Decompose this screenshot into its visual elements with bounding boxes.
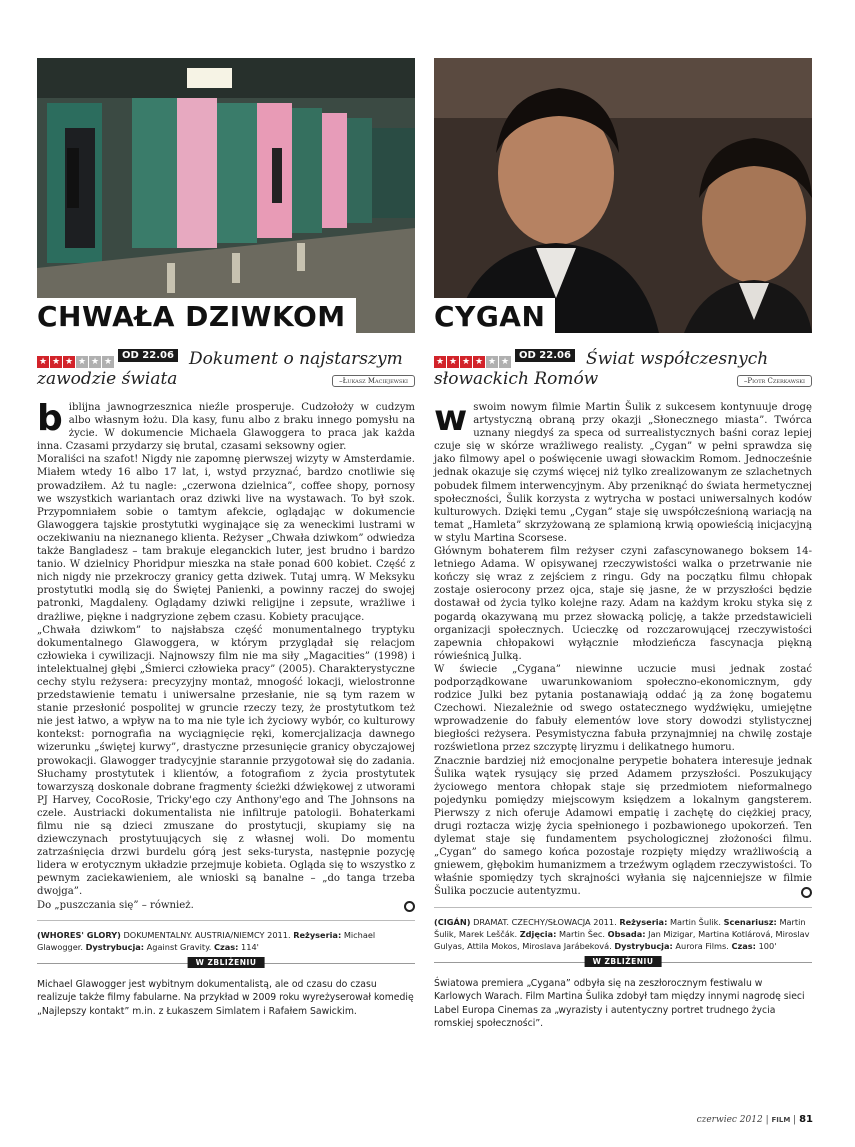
director-label: Reżyseria:: [293, 929, 342, 940]
star-rating: [434, 349, 512, 368]
review-title: CHWAŁA DZIWKOM: [37, 298, 356, 333]
end-mark-icon: [404, 901, 415, 912]
original-title: (WHORES' GLORY): [37, 929, 121, 940]
review-body: [37, 398, 415, 912]
director: Martin Šulik.: [669, 916, 721, 927]
star-icon: ★: [448, 357, 458, 367]
review-author: –Piotr Czerkawski: [737, 375, 812, 387]
paragraph: W świecie „Cygana” niewinne uczucie musi jednak zostać podporządkowane uwarunkowaniom społeczno-ekonomicznym, gdy rodzice Julki bez pytania postanawiają oddać ją za żonę bogatemu Czechowi. Niezależnie od swego ostatecznego wydźwięku, umiejętne wprowadzenie do fabuły elementów love story dowodzi stylistycznej biegłości reżysera. Pesymistyczna fabuła przynajmniej na chwilę zostaje rozświetlona przez szczyptę liryzmu i delikatnego humoru.: [434, 663, 812, 754]
paragraph: swoim nowym filmie Martin Šulik z sukcesem kontynuuje drogę artystyczną obraną przy okazji „Słonecznego miasta”. Twórca uznany niegdyś za speca od surrealistycznych baśni coraz lepiej czuje się w skórze wrażliwego realisty. „Cygan” w pełni sprawdza się jako filmowy apel o poświęcenie uwagi słowackim Romom. Jednocześnie jednak okazuje się czymś więcej niż tylko zrealizowanym ze szlachetnych pobudek filmem interwencyjnym. Aby przeniknąć do świata hermetycznej społeczności, Šulik korzysta z wytrycha w postaci uniwersalnych kodów kulturowych. Dzięki temu „Cygan” staje się uwspółcześnioną wariacją na temat „Hamleta” skrzyżowaną ze splamioną krwią opowieścią inicjacyjną w stylu Martina Scorsese.: [434, 402, 812, 544]
distribution: Aurora Films.: [675, 940, 729, 951]
rating-line: [434, 349, 812, 395]
page-number: 81: [799, 1114, 813, 1125]
genre: DRAMAT. CZECHY/SŁOWACJA 2011.: [473, 916, 617, 927]
runtime: 114': [241, 941, 259, 952]
cast: Jan Mizigar, Martina Kotlárová, Miroslav Gulyas, Attila Mokos, Miroslava Jarábeková.: [434, 928, 810, 951]
director-label: Reżyseria:: [619, 916, 668, 927]
close-up-label: W ZBLIŻENIU: [585, 956, 662, 967]
star-icon: ★: [51, 357, 61, 367]
review-subtitle: Dokument o najstarszym zawodzie świata: [37, 349, 403, 389]
star-icon: ★: [461, 357, 471, 367]
paragraph: „Chwała dziwkom” to najsłabsza część monumentalnego tryptyku dokumentalnego Glawoggera, w którym przyglądał się relacjom człowieka i cywilizacji. Najnowszy film nie ma siły „Magacities” (1998) i intelektualnej głębi „Śmierci człowieka pracy” (2005). Charakterystyczne cechy stylu reżysera: precyzyjny montaż, mnogość lokacji, wielostronne przedstawienie tematu i uniwersalne przesłanie, nie są tym razem w stanie przesłonić pospolitej w gruncie rzeczy tezy, że prostytutkom też nie jest łatwo, a wpływ na to ma nie tyle ich życiowy wybór, co kulturowy kontekst: pornografia na wyciągnięcie ręki, komercjalizacja dawnego wizerunku „świętej kurwy”, drastyczne przesunięcie granicy obyczajowej prowokacji. Glawogger tradycyjnie starannie przygotował się do zadania. Słuchamy prostytutek i klientów, a fotografiom z życia prostytutek towarzyszą doskonale dobrane fragmenty ścieżki dźwiękowej z utworami PJ Harvey, CocoRosie, Tricky'ego czy Anthony'ego and The Johnsons na czele. Austriacki dokumentalista nie infiltruje patologii. Bohaterkami filmu nie są dzieci zmuszane do prostytucji, skupiamy się na dziewczynach prostytuujących się z własnej woli. Do momentu zatrzaśnięcia drzwi burdelu górą jest seks-turysta, następnie pozycję lidera w erotycznym układzie przejmuje kobieta. Ogląda się to wszystko z pewnym zaciekawieniem, ale wnioski są banalne – „do tanga trzeba dwojga”.: [37, 624, 415, 898]
runtime-label: Czas:: [731, 940, 756, 951]
review-cygan: [434, 58, 812, 1031]
close-up-label: W ZBLIŻENIU: [188, 957, 265, 968]
paragraph: Moraliści na szafot! Nigdy nie zapomnę pierwszej wizyty w Amsterdamie. Miałem wtedy 16 albo 17 lat, i, wstyd przyznać, bardzo cnotliwie się prowadziłem. Aż tu nagle: „czerwona dzielnica”, coffee shopy, pornosy we wszystkich wariantach oraz dziwki live na wystawach. To był szok. Przypomniałem sobie o tamtym afekcie, oglądając w dokumencie Glawoggera tajskie prostytutki wyginające się za weneckimi lustrami w oczekiwaniu na nieznanego klienta. Reżyser „Chwała dziwkom” odwiedza także Bangladesz – tam brakuje eleganckich luter, jest brudno i bardzo tanio. W dzielnicy Phoridpur mieszka na stałe ponad 600 kobiet. Część z nich nigdy nie przekroczy granicy getta dziwek. Tutaj umrą. W Meksyku prostytutki modlą się do Świętej Panienki, a powinny raczej do swojej patronki, Magdaleny. Oglądamy dziwki religijne i zepsute, wrażliwe i drażliwe, piękne i nadgryzione zębem czasu. Kobiety pracujące.: [37, 454, 415, 623]
star-icon: ★: [487, 357, 497, 367]
film-credits: [37, 920, 415, 953]
paragraph: [434, 755, 812, 899]
photography: Martin Šec.: [558, 928, 606, 939]
star-icon: ★: [38, 357, 48, 367]
photo-illustration: [37, 58, 415, 333]
star-icon: ★: [90, 357, 100, 367]
distribution-label: Dystrybucja:: [614, 940, 673, 951]
drop-cap: w: [434, 398, 468, 439]
close-up-box: [37, 957, 415, 1019]
release-date-badge: OD 22.06: [515, 349, 575, 362]
rating-line: [37, 349, 415, 395]
runtime: 100': [758, 940, 777, 951]
distribution-label: Dystrybucja:: [85, 941, 145, 952]
film-credits: [434, 907, 812, 952]
paragraph: iblijna jawnogrzesznica nieźle prosperuje. Cudzołoży w cudzym albo własnym łożu. Dla kasy, funu albo z braku innego pomysłu na życie. W dokumencie Michaela Glawoggera to praca jak każda inna. Czasami przydarzy się brutal, czasami seksowny ogier.: [37, 402, 415, 453]
end-mark-icon: [801, 887, 812, 898]
original-title: (CIGÁN): [434, 916, 471, 927]
review-body: [434, 398, 812, 899]
writer-label: Scenariusz:: [723, 916, 777, 927]
release-date-badge: OD 22.06: [118, 349, 178, 362]
photography-label: Zdjęcia:: [519, 928, 557, 939]
distribution: Against Gravity.: [146, 941, 212, 952]
star-icon: ★: [103, 357, 113, 367]
star-icon: ★: [77, 357, 87, 367]
close-up-box: [434, 956, 812, 1031]
page-footer: [697, 1114, 813, 1125]
star-rating: [37, 349, 115, 368]
review-chwala-dziwkom: [37, 58, 415, 1018]
review-subtitle: Świat współczesnych słowackich Romów: [434, 349, 769, 389]
star-icon: ★: [474, 357, 484, 367]
paragraph-text: Znacznie bardziej niż emocjonalne perypetie bohatera interesuje jednak Šulika wątek rysujący się przed Adamem przyszłości. Poszukujący życiowego mentora chłopak staje się przedmiotem nieformalnego pojedynku pomiędzy miejscowym księdzem a lokalnym gangsterem. Pierwszy z nich oferuje Adamowi empatię i zachętę do ciężkiej pracy, drugi roztacza wizję życia spełnionego i pozbawionego upokorzeń. Ten dylemat staje się fundamentem psychologicznej złożoności filmu. „Cygan” do samego końca pozostaje rozpięty między wrażliwością a gniewem, głębokim humanizmem a trzeźwym oglądem rzeczywistości. To właśnie spomiędzy tych skrajności wyłania się najcenniejsze w filmie Šulika poczucie autentyzmu.: [434, 755, 812, 898]
issue-month: czerwiec 2012: [696, 1115, 763, 1125]
close-up-text: Światowa premiera „Cygana” odbyła się na zeszłorocznym festiwalu w Karlowych Warach. Film Martina Šulika zdobył tam między innymi nagrodę sieci Label Europa Cinemas za „wyrazisty i autentyczny portret trudnego życia romskiej społeczności”.: [434, 977, 805, 1030]
genre: DOKUMENTALNY. AUSTRIA/NIEMCY 2011.: [123, 929, 291, 940]
paragraph: [37, 899, 415, 912]
writer: Martin Šulik, Marek Leščák.: [434, 916, 806, 939]
review-title: CYGAN: [434, 298, 555, 333]
star-icon: ★: [64, 357, 74, 367]
separator: |: [765, 1115, 772, 1125]
star-icon: ★: [500, 357, 510, 367]
close-up-text: Michael Glawogger jest wybitnym dokumentalistą, ale od czasu do czasu realizuje także filmy fabularne. Na przykład w 2009 roku wyreżyserował komedię „Najlepszy kontakt” m.in. z Łukaszem Simlatem i Rafałem Sawickim.: [37, 978, 414, 1017]
runtime-label: Czas:: [213, 941, 239, 952]
film-still-photo: [37, 58, 415, 333]
star-icon: ★: [435, 357, 445, 367]
drop-cap: b: [37, 398, 63, 439]
photo-illustration: [434, 58, 812, 333]
film-still-photo: [434, 58, 812, 333]
review-author: –Łukasz Maciejewski: [332, 375, 415, 387]
paragraph-text: Do „puszczania się” – również.: [37, 899, 194, 911]
separator: |: [793, 1115, 800, 1125]
magazine-name: FILM: [771, 1116, 791, 1124]
paragraph: Głównym bohaterem film reżyser czyni zafascynowanego boksem 14- letniego Adama. W opisywanej rzeczywistości walka o przetrwanie nie kończy się wraz z zejściem z ringu. Gdy na początku filmu chłopak zostaje osierocony przez ojca, staje się jasne, że w przyszłości będzie dostawał od życia tylko kolejne razy. Adam na każdym kroku styka się z pogardą okazywaną mu przez słowacką policję, a także przedstawicieli organizacji społecznych. Ucieczkę od rozczarowującej rzeczywistości zapewnia chłopakowi wyłącznie młodzieńcza fascynacja piękną rówieśnicą Julką.: [434, 546, 812, 662]
cast-label: Obsada:: [607, 928, 646, 939]
director: Michael Glawogger.: [37, 929, 376, 952]
